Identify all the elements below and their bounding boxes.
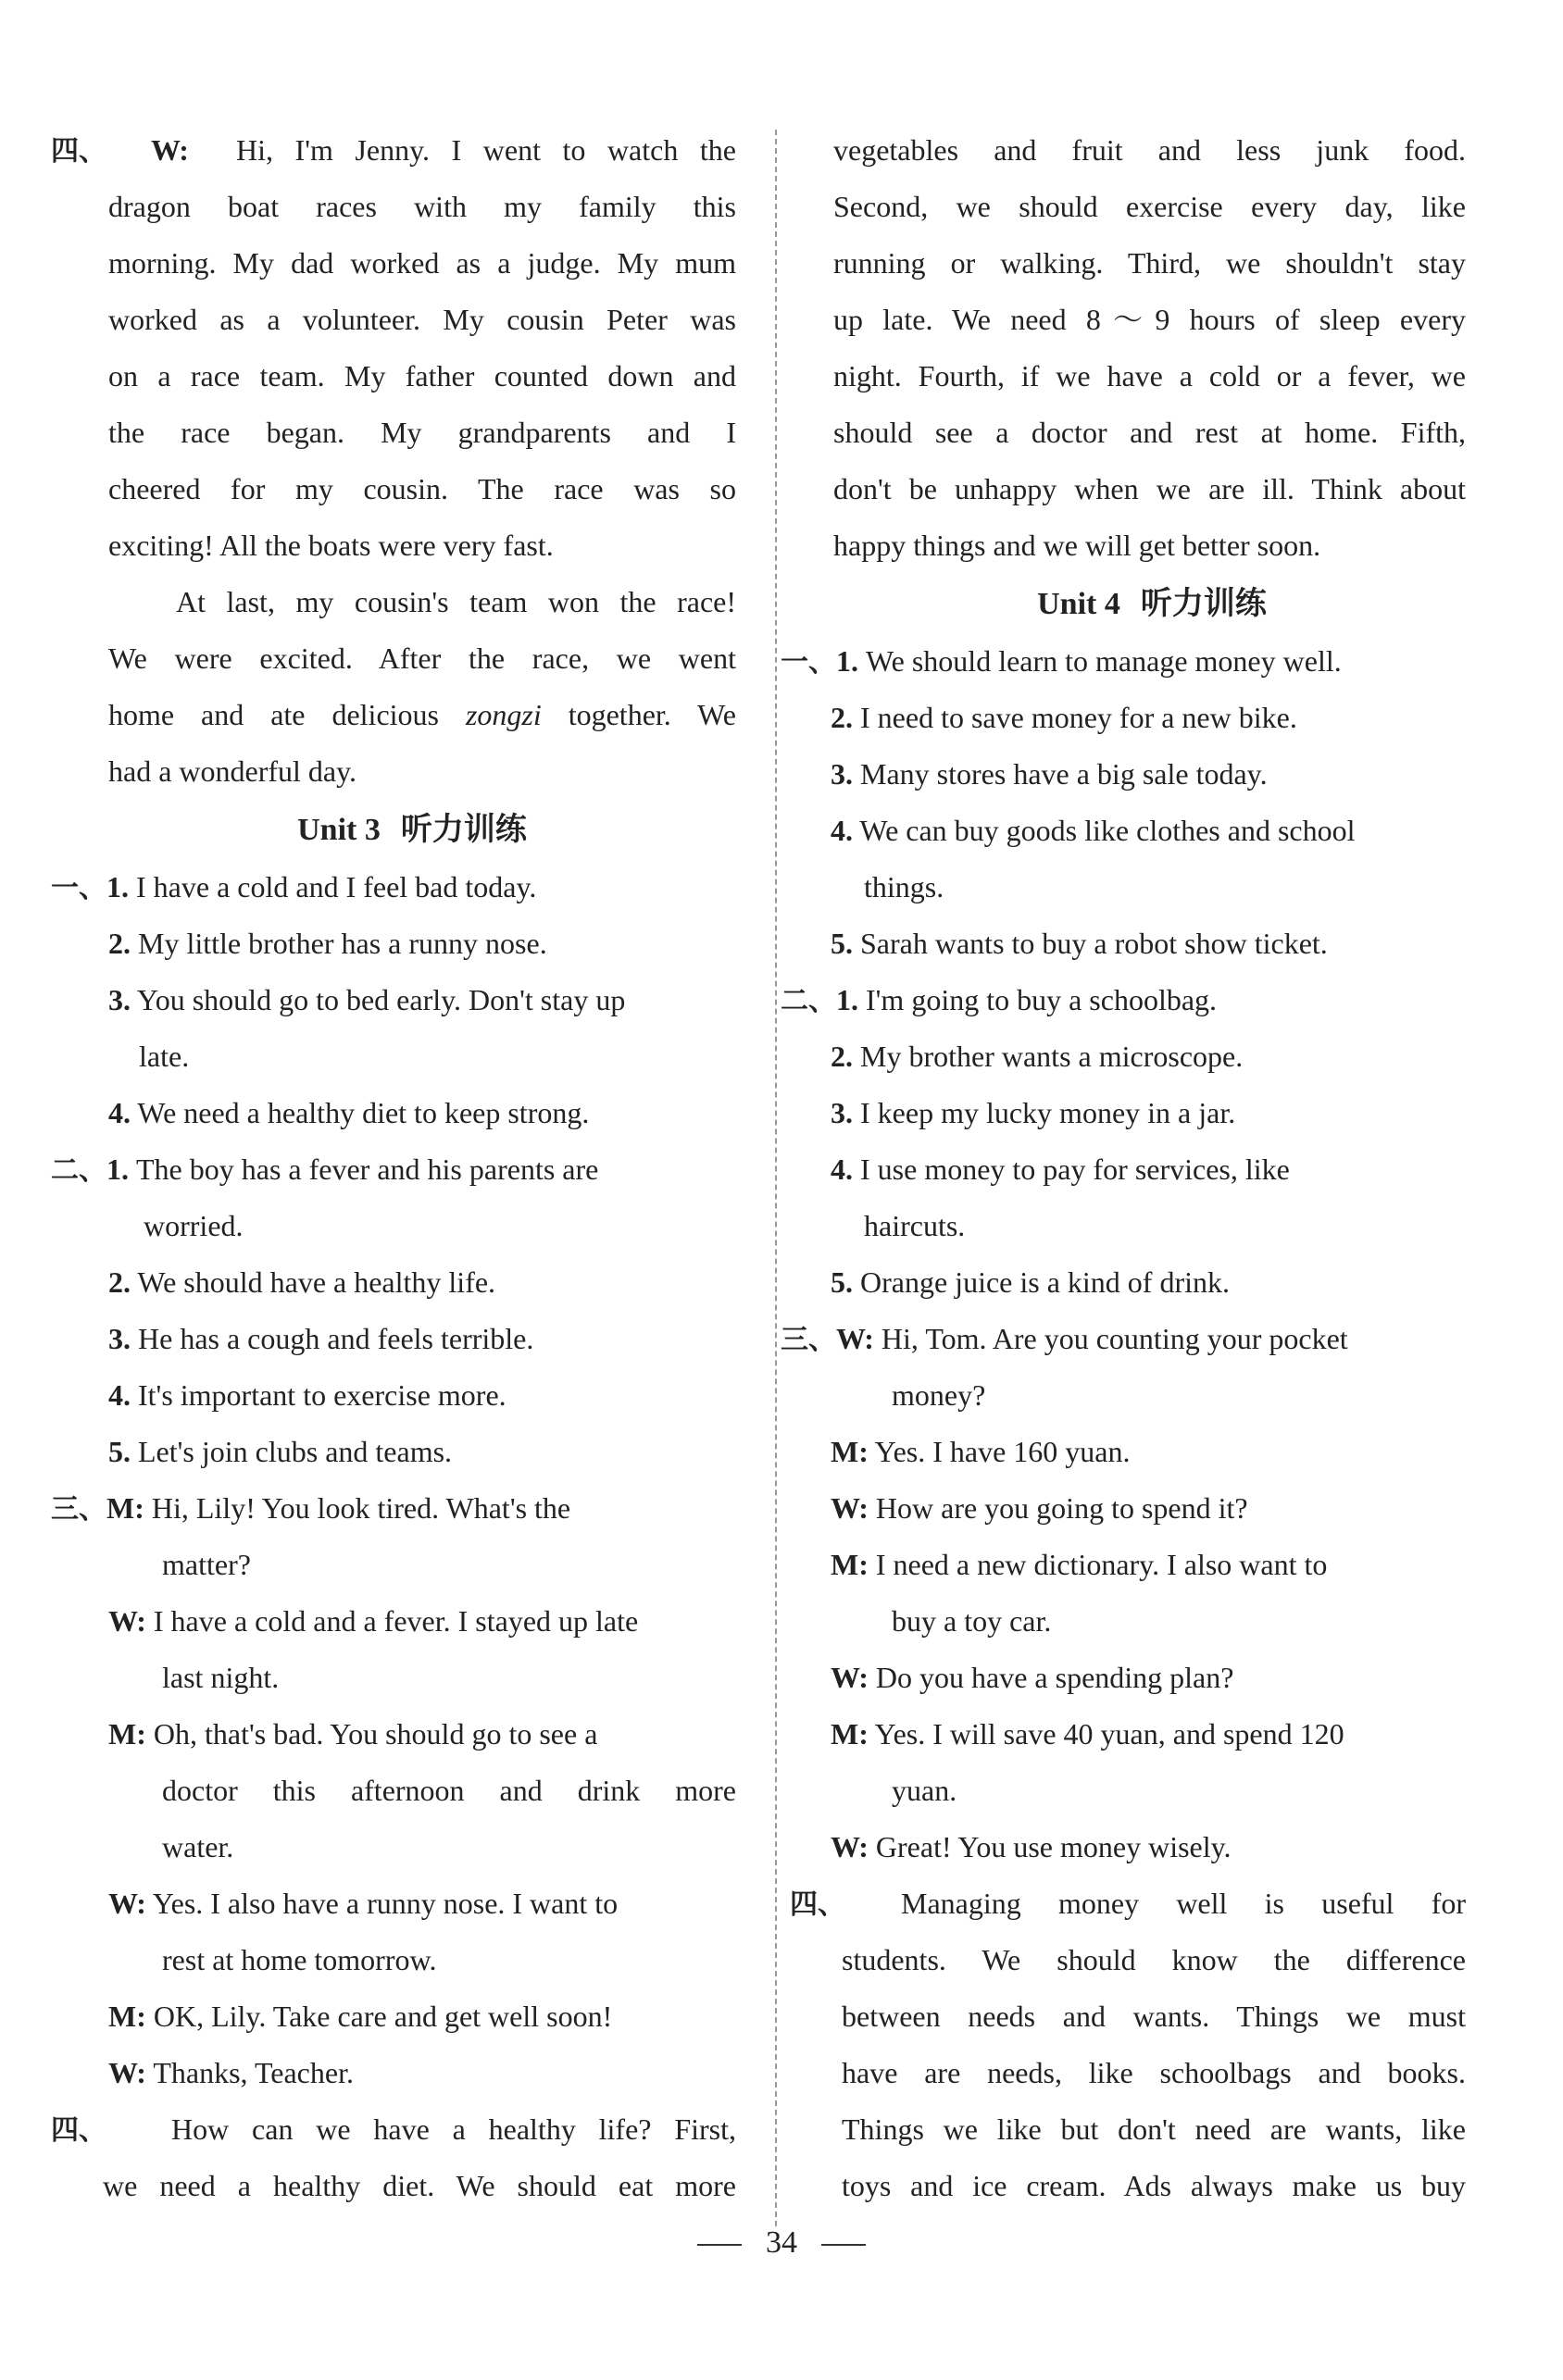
item-text: You should go to bed early. Don't stay up xyxy=(136,983,626,1016)
section-marker: 三、 xyxy=(781,1324,836,1356)
text-line: At last, my cousin's team won the race! xyxy=(176,585,736,618)
text-line: should see a doctor and rest at home. Fifth, xyxy=(833,416,1466,449)
text-line: have are needs, like schoolbags and books. xyxy=(842,2056,1466,2089)
text-segment: home and ate delicious xyxy=(108,698,466,731)
item-text: Many stores have a big sale today. xyxy=(860,757,1268,791)
text-line xyxy=(790,1875,1466,1932)
list-item xyxy=(819,803,1466,859)
dialogue-text: Yes. I will save 40 yuan, and spend 120 xyxy=(874,1717,1344,1751)
text-segment: together. We xyxy=(541,698,736,731)
dialogue-text: Hi, Lily! You look tired. What's the xyxy=(151,1491,571,1525)
item-number: 5. xyxy=(831,927,853,960)
list-item xyxy=(51,1254,736,1311)
dialogue-continuation: doctor this afternoon and drink more xyxy=(162,1774,736,1807)
unit-title-cn: 听力训练 xyxy=(400,811,527,848)
item-number: 3. xyxy=(108,983,131,1016)
item-continuation: things. xyxy=(864,870,944,903)
item-number: 4. xyxy=(108,1378,131,1412)
item-text: Orange juice is a kind of drink. xyxy=(860,1265,1230,1299)
dialogue-continuation: last night. xyxy=(162,1661,280,1694)
left-column xyxy=(51,122,736,2214)
list-item xyxy=(51,1311,736,1367)
dialogue-continuation: buy a toy car. xyxy=(892,1604,1052,1638)
text-line: worked as a volunteer. My cousin Peter was xyxy=(108,303,736,336)
text-line: exciting! All the boats were very fast. xyxy=(108,529,554,562)
text-line: students. We should know the difference xyxy=(842,1943,1466,1976)
section-marker: 二、 xyxy=(781,985,836,1017)
speaker-label: M: xyxy=(108,2000,146,2033)
unit-title-en: Unit 4 xyxy=(1037,587,1120,621)
unit3-section-4-passage xyxy=(51,2101,736,2214)
section-marker: 四、 xyxy=(51,2114,106,2147)
list-item xyxy=(51,1085,736,1141)
speaker-label: W: xyxy=(831,1661,869,1694)
list-item xyxy=(819,690,1466,746)
dialogue-text: Yes. I have 160 yuan. xyxy=(874,1435,1131,1468)
item-text: Sarah wants to buy a robot show ticket. xyxy=(860,927,1328,960)
list-item xyxy=(819,1085,1466,1141)
text-line: dragon boat races with my family this xyxy=(108,190,736,223)
unit4-section-2 xyxy=(781,972,1466,1311)
unit3-section-3-dialogue xyxy=(51,1480,736,2101)
item-continuation: late. xyxy=(139,1040,190,1073)
section-marker: 四、 xyxy=(790,1888,845,1921)
speaker-label: W: xyxy=(151,133,189,167)
text-segment: How can we have a healthy life? First, xyxy=(171,2112,736,2146)
item-text: I use money to pay for services, like xyxy=(860,1153,1290,1186)
unit3-section-1 xyxy=(51,859,736,1141)
list-item xyxy=(51,972,736,1028)
dialogue-text: I have a cold and a fever. I stayed up late xyxy=(153,1604,639,1638)
list-item xyxy=(51,916,736,972)
page-number: 34 xyxy=(766,2225,797,2260)
footer-dash-right xyxy=(821,2244,866,2246)
dialogue-line xyxy=(51,1988,736,2045)
item-number: 4. xyxy=(831,814,853,847)
list-item xyxy=(781,972,1466,1028)
unit-title-cn: 听力训练 xyxy=(1140,585,1267,622)
text-line: running or walking. Third, we shouldn't stay xyxy=(833,246,1466,280)
speaker-label: W: xyxy=(108,2056,146,2089)
dialogue-continuation: money? xyxy=(892,1378,986,1412)
text-line: the race began. My grandparents and I xyxy=(108,416,736,449)
section-4-story xyxy=(51,122,736,800)
dialogue-line xyxy=(51,1706,736,1763)
item-text: We can buy goods like clothes and school xyxy=(859,814,1356,847)
text-line: we need a healthy diet. We should eat more xyxy=(103,2169,736,2202)
item-text: I keep my lucky money in a jar. xyxy=(860,1096,1236,1129)
dialogue-line xyxy=(819,1480,1466,1537)
dialogue-line xyxy=(819,1537,1466,1593)
item-number: 2. xyxy=(831,701,853,734)
dialogue-continuation: matter? xyxy=(162,1548,251,1581)
dialogue-text: How are you going to spend it? xyxy=(875,1491,1248,1525)
item-text: I'm going to buy a schoolbag. xyxy=(866,983,1218,1016)
dialogue-text: OK, Lily. Take care and get well soon! xyxy=(153,2000,613,2033)
section-marker: 一、 xyxy=(781,646,836,679)
item-text: The boy has a fever and his parents are xyxy=(136,1153,599,1186)
dialogue-continuation: rest at home tomorrow. xyxy=(162,1943,437,1976)
unit3-section-4-continued xyxy=(819,122,1466,574)
unit4-section-3-dialogue xyxy=(781,1311,1466,1875)
text-line: cheered for my cousin. The race was so xyxy=(108,472,736,505)
dialogue-line xyxy=(819,1424,1466,1480)
item-number: 2. xyxy=(108,1265,131,1299)
item-text: It's important to exercise more. xyxy=(138,1378,506,1412)
speaker-label: W: xyxy=(831,1491,869,1525)
section-marker: 一、 xyxy=(51,872,106,904)
list-item xyxy=(819,1028,1466,1085)
dialogue-text: Oh, that's bad. You should go to see a xyxy=(153,1717,598,1751)
speaker-label: W: xyxy=(831,1830,869,1863)
item-text: I have a cold and I feel bad today. xyxy=(136,870,537,903)
text-line xyxy=(51,687,736,743)
speaker-label: M: xyxy=(108,1717,146,1751)
unit4-title xyxy=(819,574,1466,633)
item-number: 1. xyxy=(106,870,129,903)
item-text: My little brother has a runny nose. xyxy=(138,927,547,960)
text-line: We were excited. After the race, we went xyxy=(108,642,736,675)
item-number: 4. xyxy=(831,1153,853,1186)
section-marker: 四、 xyxy=(51,135,106,168)
text-segment: Hi, I'm Jenny. I went to watch the xyxy=(236,133,736,167)
item-number: 5. xyxy=(831,1265,853,1299)
text-line xyxy=(51,122,736,179)
item-number: 1. xyxy=(836,644,858,678)
text-line: vegetables and fruit and less junk food. xyxy=(833,133,1466,167)
item-text: We need a healthy diet to keep strong. xyxy=(137,1096,590,1129)
item-continuation: haircuts. xyxy=(864,1209,966,1242)
list-item xyxy=(51,1141,736,1198)
italic-word: zongzi xyxy=(465,698,542,731)
dialogue-continuation: yuan. xyxy=(892,1774,957,1807)
dialogue-line xyxy=(819,1819,1466,1875)
unit4-section-4-passage xyxy=(790,1875,1466,2214)
list-item xyxy=(819,1254,1466,1311)
unit-title-en: Unit 3 xyxy=(297,813,381,847)
dialogue-line xyxy=(819,1650,1466,1706)
list-item xyxy=(781,633,1466,690)
text-line: Things we like but don't need are wants, like xyxy=(842,2112,1466,2146)
dialogue-line xyxy=(819,1706,1466,1763)
speaker-label: M: xyxy=(831,1717,869,1751)
text-line: toys and ice cream. Ads always make us buy xyxy=(842,2169,1466,2202)
column-divider xyxy=(775,130,777,2226)
list-item xyxy=(819,916,1466,972)
item-continuation: worried. xyxy=(144,1209,244,1242)
text-line: Second, we should exercise every day, like xyxy=(833,190,1466,223)
speaker-label: M: xyxy=(106,1491,144,1525)
dialogue-text: Thanks, Teacher. xyxy=(153,2056,354,2089)
section-marker: 二、 xyxy=(51,1154,106,1187)
text-line: don't be unhappy when we are ill. Think about xyxy=(833,472,1466,505)
unit3-section-2 xyxy=(51,1141,736,1480)
dialogue-line xyxy=(781,1311,1466,1367)
page-footer xyxy=(0,2220,1563,2266)
text-line: up late. We need 8～9 hours of sleep every xyxy=(833,303,1466,336)
dialogue-text: Great! You use money wisely. xyxy=(875,1830,1232,1863)
item-text: I need to save money for a new bike. xyxy=(860,701,1297,734)
text-segment: Managing money well is useful for xyxy=(901,1887,1466,1920)
item-number: 1. xyxy=(106,1153,129,1186)
text-line xyxy=(51,2101,736,2158)
item-number: 1. xyxy=(836,983,858,1016)
text-line: between needs and wants. Things we must xyxy=(842,2000,1466,2033)
section-marker: 三、 xyxy=(51,1493,106,1526)
item-text: We should learn to manage money well. xyxy=(866,644,1342,678)
item-number: 4. xyxy=(108,1096,131,1129)
speaker-label: W: xyxy=(108,1887,146,1920)
text-line: night. Fourth, if we have a cold or a fever, we xyxy=(833,359,1466,393)
dialogue-text: Hi, Tom. Are you counting your pocket xyxy=(881,1322,1348,1355)
item-number: 3. xyxy=(108,1322,131,1355)
item-number: 2. xyxy=(831,1040,853,1073)
right-column xyxy=(781,122,1466,2214)
speaker-label: W: xyxy=(108,1604,146,1638)
list-item xyxy=(51,859,736,916)
item-number: 2. xyxy=(108,927,131,960)
dialogue-line xyxy=(51,1875,736,1932)
item-text: He has a cough and feels terrible. xyxy=(138,1322,534,1355)
list-item xyxy=(819,746,1466,803)
item-text: Let's join clubs and teams. xyxy=(138,1435,453,1468)
text-line: had a wonderful day. xyxy=(108,754,357,788)
list-item xyxy=(51,1367,736,1424)
dialogue-line xyxy=(51,2045,736,2101)
footer-dash-left xyxy=(697,2244,742,2246)
item-text: We should have a healthy life. xyxy=(137,1265,496,1299)
list-item xyxy=(819,1141,1466,1198)
list-item xyxy=(51,1424,736,1480)
item-text: My brother wants a microscope. xyxy=(860,1040,1244,1073)
speaker-label: M: xyxy=(831,1548,869,1581)
item-number: 3. xyxy=(831,757,853,791)
speaker-label: W: xyxy=(836,1322,874,1355)
text-line: happy things and we will get better soon. xyxy=(833,529,1321,562)
unit4-section-1 xyxy=(781,633,1466,972)
dialogue-continuation: water. xyxy=(162,1830,234,1863)
dialogue-text: Yes. I also have a runny nose. I want to xyxy=(152,1887,619,1920)
item-number: 3. xyxy=(831,1096,853,1129)
unit3-title xyxy=(51,800,736,859)
text-line: morning. My dad worked as a judge. My mum xyxy=(108,246,736,280)
dialogue-line xyxy=(51,1593,736,1650)
dialogue-text: I need a new dictionary. I also want to xyxy=(875,1548,1328,1581)
dialogue-line xyxy=(51,1480,736,1537)
text-line: on a race team. My father counted down and xyxy=(108,359,736,393)
item-number: 5. xyxy=(108,1435,131,1468)
speaker-label: M: xyxy=(831,1435,869,1468)
dialogue-text: Do you have a spending plan? xyxy=(875,1661,1234,1694)
